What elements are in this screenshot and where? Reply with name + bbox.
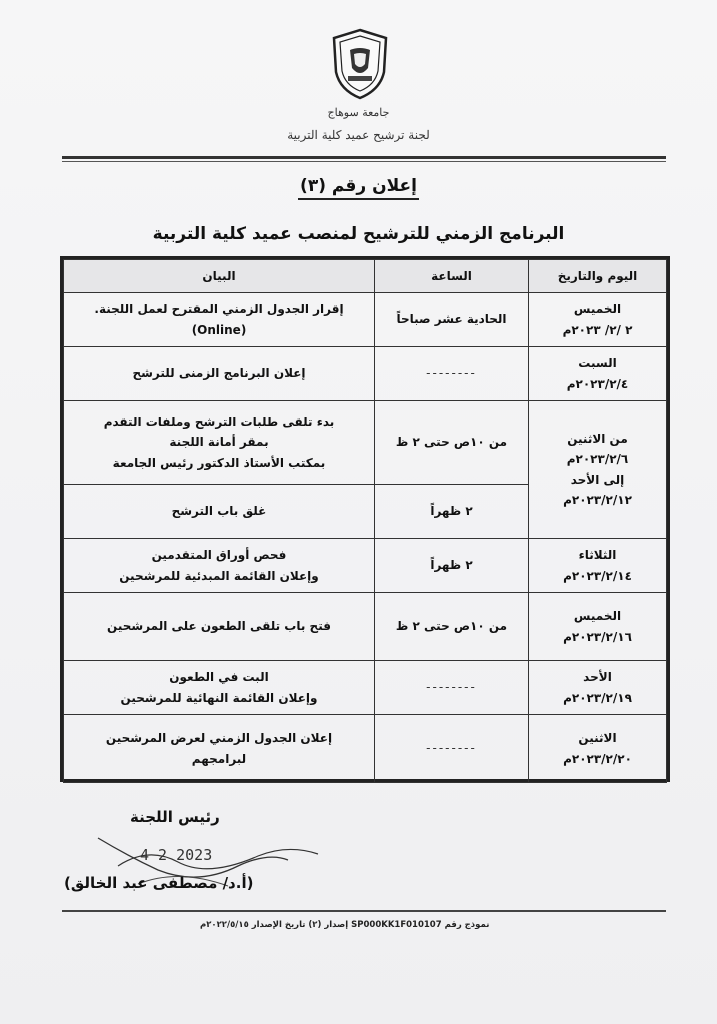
day-label: الأحد bbox=[583, 670, 612, 685]
table-header-row bbox=[64, 260, 667, 293]
footer-divider bbox=[62, 910, 666, 912]
description-cell bbox=[64, 593, 375, 661]
schedule-table-frame bbox=[60, 256, 670, 782]
description-cell bbox=[64, 715, 375, 783]
day-label: السبت bbox=[578, 356, 617, 371]
description-line: إعلان الجدول الزمني لعرض المرشحين bbox=[105, 731, 333, 746]
description-line: (Online) bbox=[191, 322, 247, 337]
table-row bbox=[64, 347, 667, 401]
time-cell: الحادية عشر صباحاً bbox=[375, 293, 529, 347]
program-title: البرنامج الزمني للترشيح لمنصب عميد كلية التربية bbox=[152, 224, 565, 244]
signature-date: 4 2 2023 bbox=[140, 846, 213, 864]
header-date: اليوم والتاريخ bbox=[529, 260, 667, 293]
day-label: الخميس bbox=[573, 609, 622, 624]
description-cell bbox=[64, 661, 375, 715]
time-cell: -------- bbox=[375, 715, 529, 783]
header-description: البيان bbox=[64, 260, 375, 293]
schedule-table bbox=[63, 259, 667, 783]
description-cell bbox=[64, 293, 375, 347]
description-line: وإعلان القائمة النهائية للمرشحين bbox=[120, 690, 318, 705]
table-row bbox=[64, 715, 667, 783]
day-label: من الاثنين bbox=[567, 431, 628, 446]
form-footer: نموذج رقم SP000KK1F010107 إصدار (٢) تاريخ الإصدار ٢٠٢٢/٥/١٥م bbox=[200, 920, 490, 930]
time-cell: -------- bbox=[375, 347, 529, 401]
date-cell bbox=[529, 401, 667, 539]
time-cell: -------- bbox=[375, 661, 529, 715]
time-cell: ٢ ظهراً bbox=[375, 485, 529, 539]
description-line: إقرار الجدول الزمني المقترح لعمل اللجنة. bbox=[94, 302, 344, 317]
date-label: ٢٠٢٣/٢/١٤م bbox=[563, 568, 632, 583]
date-label: ٢٠٢٣/٢/٤م bbox=[566, 376, 629, 391]
header-time: الساعة bbox=[375, 260, 529, 293]
description-line: غلق باب الترشح bbox=[171, 504, 267, 519]
header-divider-thin bbox=[62, 161, 666, 162]
description-line: بمكتب الأستاذ الدكتور رئيس الجامعة bbox=[112, 455, 326, 470]
description-line: فتح باب تلقى الطعون على المرشحين bbox=[107, 619, 331, 634]
description-cell bbox=[64, 347, 375, 401]
date-label: ٢٠٢٣/٢/٢٠م bbox=[563, 751, 632, 766]
date-label: ٢٠٢٣/٢/١٦م bbox=[563, 629, 632, 644]
day-label: إلى الأحد bbox=[570, 472, 625, 487]
date-label: ٢٠٢٣/٢/١٩م bbox=[563, 690, 632, 705]
time-cell: ٢ ظهراً bbox=[375, 539, 529, 593]
date-label: ٢٠٢٣/٢/١٢م bbox=[563, 492, 632, 507]
description-cell bbox=[64, 485, 375, 539]
day-label: الخميس bbox=[573, 302, 622, 317]
time-cell: من ١٠ص حتى ٢ ظ bbox=[375, 593, 529, 661]
table-row bbox=[64, 539, 667, 593]
description-line: وإعلان القائمة المبدئية للمرشحين bbox=[119, 568, 319, 583]
date-cell bbox=[529, 715, 667, 783]
day-label: الثلاثاء bbox=[578, 548, 617, 563]
date-label: ٢ /٢/ ٢٠٢٣م bbox=[562, 322, 633, 337]
university-name: جامعة سوهاج bbox=[327, 106, 390, 119]
table-row bbox=[64, 593, 667, 661]
date-label: ٢٠٢٣/٢/٦م bbox=[566, 452, 629, 467]
date-cell bbox=[529, 593, 667, 661]
signer-name: (أ.د/ مصطفى عبد الخالق) bbox=[64, 874, 254, 892]
description-cell bbox=[64, 401, 375, 485]
description-line: إعلان البرنامج الزمنى للترشح bbox=[132, 366, 306, 381]
table-row bbox=[64, 401, 667, 485]
description-line: بدء تلقى طلبات الترشح وملفات التقدم bbox=[103, 414, 335, 429]
time-cell: من ١٠ص حتى ٢ ظ bbox=[375, 401, 529, 485]
date-cell bbox=[529, 539, 667, 593]
date-cell bbox=[529, 347, 667, 401]
description-line: لبرامجهم bbox=[191, 751, 247, 766]
day-label: الاثنين bbox=[578, 731, 617, 746]
announcement-title-text: إعلان رقم (٣) bbox=[298, 176, 419, 200]
handwritten-signature-icon bbox=[88, 826, 328, 906]
description-cell bbox=[64, 539, 375, 593]
table-row bbox=[64, 661, 667, 715]
description-line: البت في الطعون bbox=[169, 670, 269, 685]
committee-name: لجنة ترشيح عميد كلية التربية bbox=[287, 128, 430, 142]
signer-title: رئيس اللجنة bbox=[130, 808, 220, 826]
description-line: بمقر أمانة اللجنة bbox=[169, 435, 269, 450]
university-seal-icon bbox=[330, 28, 390, 100]
date-cell bbox=[529, 661, 667, 715]
header-divider bbox=[62, 156, 666, 159]
date-cell bbox=[529, 293, 667, 347]
announcement-title bbox=[0, 176, 717, 196]
table-row bbox=[64, 293, 667, 347]
description-line: فحص أوراق المتقدمين bbox=[151, 548, 287, 563]
